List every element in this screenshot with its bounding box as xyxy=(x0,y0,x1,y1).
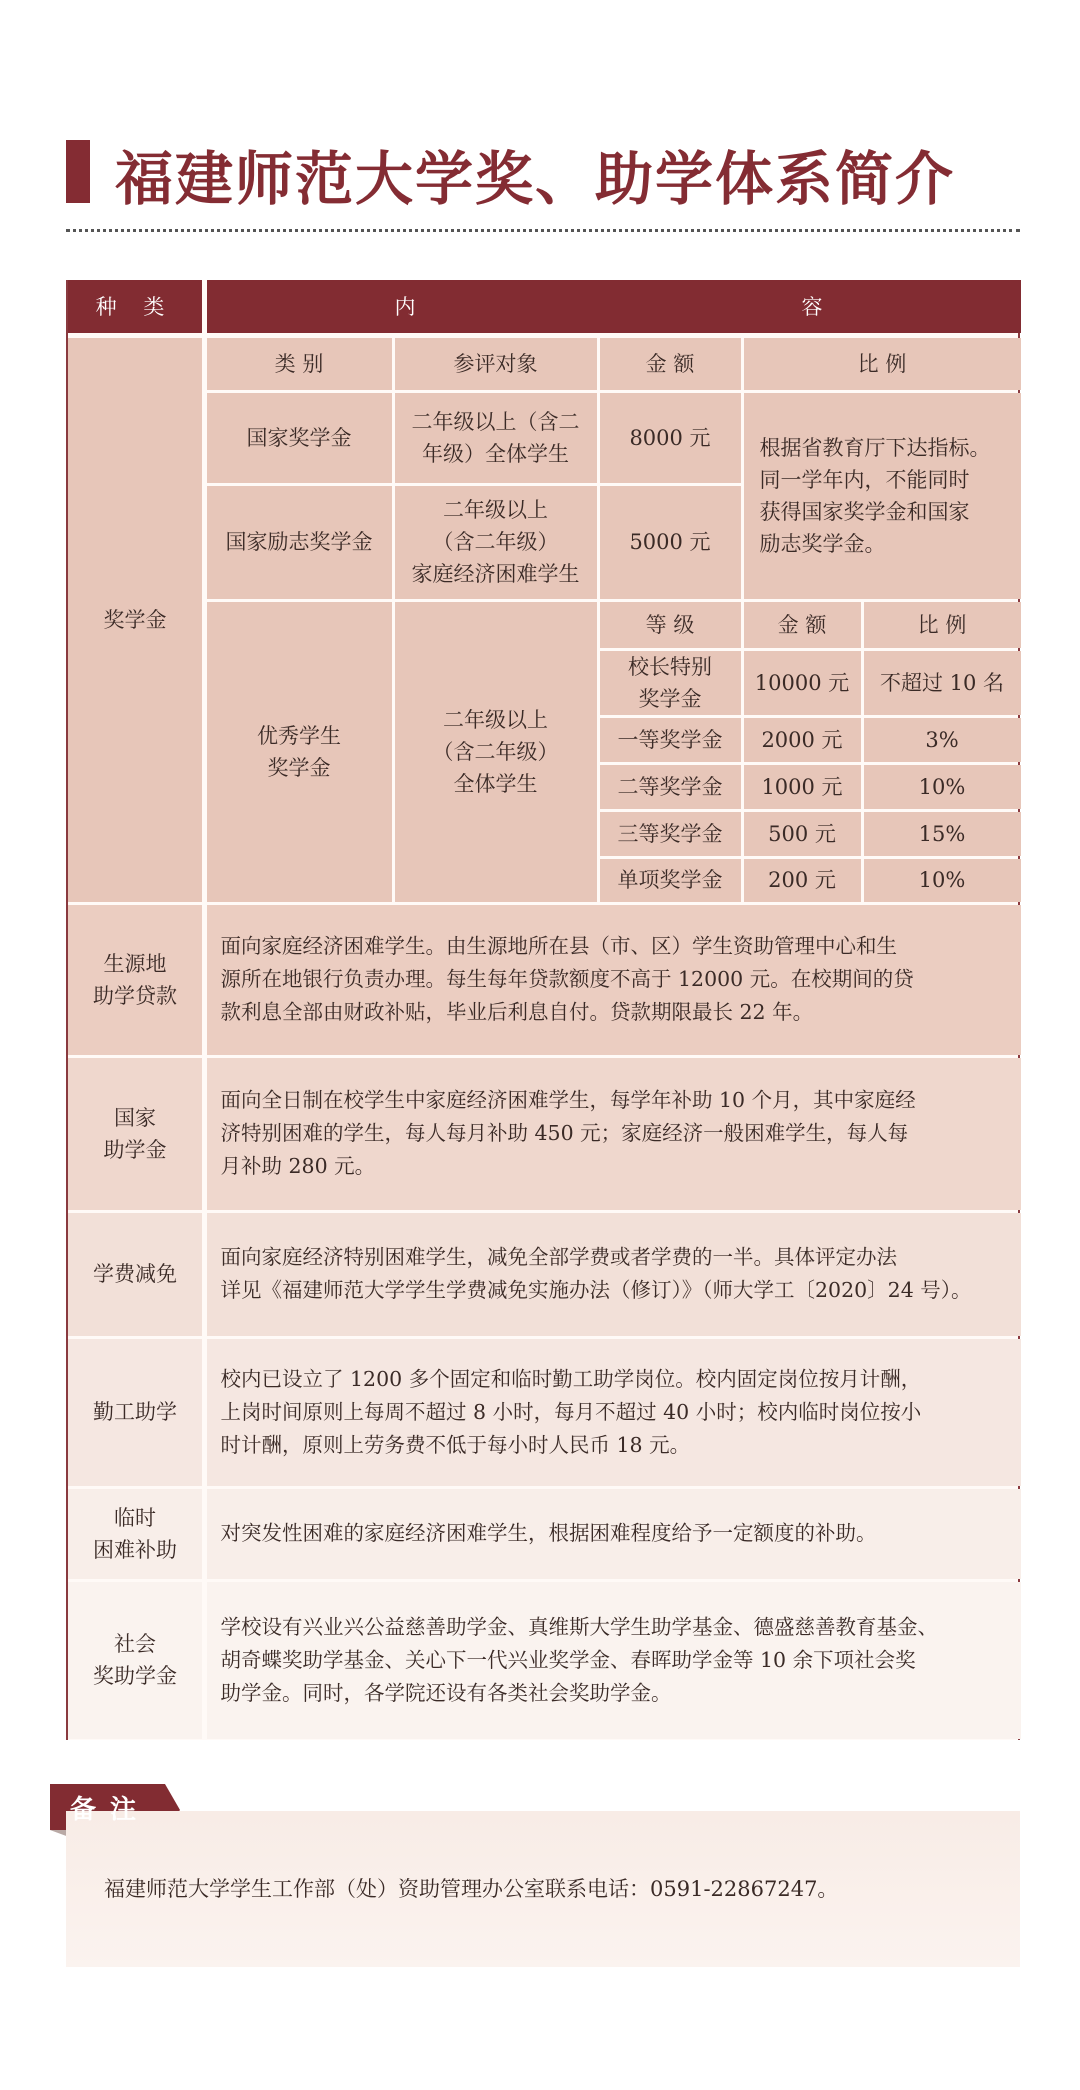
level-row-1-level xyxy=(600,718,741,762)
excellent-scholarship-target xyxy=(395,602,597,902)
level-row-2-ratio xyxy=(864,765,1021,809)
level-row-1-ratio xyxy=(864,718,1021,762)
page-title: 福建师范大学奖、助学体系简介 xyxy=(115,145,956,213)
row-2-label xyxy=(68,1213,202,1336)
row-2-text xyxy=(207,1213,1021,1336)
inspirational-scholarship-target-text: 二年级以上 （含二年级） 家庭经济困难学生 xyxy=(411,498,580,586)
header-category xyxy=(68,280,202,333)
scholarship-label xyxy=(68,338,202,902)
row-0-text-text: 面向家庭经济困难学生。由生源地所在县（市、区）学生资助管理中心和生 源所在地银行负责办理。每生每年贷款额度不高于 12000 元。在校期间的贷 款利息全部由财政补贴，毕业后利息自付。贷款期限最长 22 年。 xyxy=(220,934,914,1024)
level-subheader-level-text: 等 级 xyxy=(645,612,695,637)
subheader-amount-text: 金 额 xyxy=(645,351,695,376)
row-4-text-text: 对突发性困难的家庭经济困难学生，根据困难程度给予一定额度的补助。 xyxy=(220,1521,877,1545)
level-subheader-ratio xyxy=(864,602,1021,648)
subheader-type xyxy=(207,338,392,390)
level-row-0-ratio xyxy=(864,651,1021,715)
level-row-4-amount-text: 200 元 xyxy=(768,868,836,892)
subheader-ratio xyxy=(744,338,1021,390)
national-scholarship-target-text: 二年级以上（含二 年级）全体学生 xyxy=(411,409,580,466)
row-0-text xyxy=(207,905,1021,1055)
level-row-4-ratio-text: 10% xyxy=(918,868,966,892)
row-3-text xyxy=(207,1339,1021,1486)
level-row-4-ratio xyxy=(864,859,1021,902)
national-scholarship-name xyxy=(207,393,392,483)
row-0-label-text: 生源地 助学贷款 xyxy=(93,951,177,1008)
level-row-1-amount-text: 2000 元 xyxy=(761,727,843,752)
row-5-text xyxy=(207,1582,1021,1739)
row-4-label xyxy=(68,1489,202,1579)
level-row-4-amount xyxy=(744,859,861,902)
national-scholarship-target xyxy=(395,393,597,483)
row-5-text-text: 学校设有兴业兴公益慈善助学金、真维斯大学生助学基金、德盛慈善教育基金、 胡奇蝶奖助学基金、关心下一代兴业奖学金、春晖助学金等 10 余下项社会奖 助学金。同时，各学院还设有各类社会奖助学金。 xyxy=(220,1614,938,1705)
national-scholarship-ratio-text: 根据省教育厅下达指标。 同一学年内，不能同时 获得国家奖学金和国家 励志奖学金。 xyxy=(759,435,991,556)
level-row-2-ratio-text: 10% xyxy=(918,774,966,799)
row-1-label xyxy=(68,1058,202,1210)
level-subheader-amount xyxy=(744,602,861,648)
level-row-2-level xyxy=(600,765,741,809)
level-subheader-amount-text: 金 额 xyxy=(777,612,827,637)
excellent-scholarship-name xyxy=(207,602,392,902)
level-row-3-ratio xyxy=(864,812,1021,856)
inspirational-scholarship-amount xyxy=(600,486,741,599)
inspirational-scholarship-name-text: 国家励志奖学金 xyxy=(225,530,373,554)
inspirational-scholarship-amount-text: 5000 元 xyxy=(629,530,711,554)
excellent-scholarship-target-text: 二年级以上 （含二年级） 全体学生 xyxy=(432,707,559,796)
level-row-0-ratio-text: 不超过 10 名 xyxy=(879,670,1005,695)
title-accent-bar xyxy=(66,140,90,203)
row-3-label xyxy=(68,1339,202,1486)
header-content xyxy=(207,280,1021,333)
level-row-2-amount xyxy=(744,765,861,809)
level-row-4-level-text: 单项奖学金 xyxy=(617,868,723,892)
level-row-0-amount xyxy=(744,651,861,715)
subheader-target-text: 参评对象 xyxy=(453,351,538,376)
level-row-0-amount-text: 10000 元 xyxy=(754,670,850,695)
row-3-text-text: 校内已设立了 1200 多个固定和临时勤工助学岗位。校内固定岗位按月计酬， 上岗时间原则上每周不超过 8 小时，每月不超过 40 小时；校内临时岗位按小 时计酬，原则上劳务费不低于每小时人民币 18 元。 xyxy=(220,1366,922,1457)
subheader-amount xyxy=(600,338,741,390)
row-5-label-text: 社会 奖助学金 xyxy=(93,1632,177,1688)
row-2-text-text: 面向家庭经济特别困难学生，减免全部学费或者学费的一半。具体评定办法 详见《福建师范大学学生学费减免实施办法（修订）》（师大学工〔2020〕24 号）。 xyxy=(220,1245,972,1302)
row-2-label-text: 学费减免 xyxy=(93,1262,177,1286)
level-subheader-level xyxy=(600,602,741,648)
level-row-4-level xyxy=(600,859,741,902)
note-text: 福建师范大学学生工作部（处）资助管理办公室联系电话：0591-22867247。 xyxy=(104,1877,839,1901)
row-4-text xyxy=(207,1489,1021,1579)
inspirational-scholarship-name xyxy=(207,486,392,599)
national-scholarship-amount-text: 8000 元 xyxy=(629,425,711,450)
level-row-3-level xyxy=(600,812,741,856)
level-row-3-amount xyxy=(744,812,861,856)
header-category-text: 种 类 xyxy=(95,294,175,319)
row-4-label-text: 临时 困难补助 xyxy=(93,1505,177,1562)
excellent-scholarship-name-text: 优秀学生 奖学金 xyxy=(257,723,341,780)
row-1-text xyxy=(207,1058,1021,1210)
subheader-target xyxy=(395,338,597,390)
inspirational-scholarship-target xyxy=(395,486,597,599)
level-row-3-level-text: 三等奖学金 xyxy=(617,821,723,846)
level-subheader-ratio-text: 比 例 xyxy=(917,612,967,637)
national-scholarship-amount xyxy=(600,393,741,483)
subheader-type-text: 类 别 xyxy=(274,351,324,376)
national-scholarship-name-text: 国家奖学金 xyxy=(246,425,352,450)
level-row-2-amount-text: 1000 元 xyxy=(761,774,843,799)
national-scholarship-ratio xyxy=(744,393,1021,599)
row-1-label-text: 国家 助学金 xyxy=(103,1105,167,1162)
subheader-ratio-text: 比 例 xyxy=(857,351,907,376)
level-row-0-level xyxy=(600,651,741,715)
level-row-3-ratio-text: 15% xyxy=(918,821,966,846)
header-content-left: 内 xyxy=(394,294,426,319)
scholarship-label-text: 奖学金 xyxy=(103,607,167,632)
row-0-label xyxy=(68,905,202,1055)
aid-system-table xyxy=(66,280,1020,1740)
row-5-label xyxy=(68,1582,202,1739)
level-row-0-level-text: 校长特别 奖学金 xyxy=(628,654,712,711)
level-row-1-ratio-text: 3% xyxy=(925,727,959,752)
dotted-divider xyxy=(66,229,1020,232)
row-3-label-text: 勤工助学 xyxy=(93,1400,177,1424)
header-content-right: 容 xyxy=(801,294,833,319)
level-row-2-level-text: 二等奖学金 xyxy=(617,774,723,799)
level-row-1-level-text: 一等奖学金 xyxy=(617,727,723,752)
note-label: 备注 xyxy=(70,1795,151,1825)
level-row-3-amount-text: 500 元 xyxy=(768,821,836,846)
level-row-1-amount xyxy=(744,718,861,762)
row-1-text-text: 面向全日制在校学生中家庭经济困难学生，每学年补助 10 个月，其中家庭经 济特别困难的学生，每人每月补助 450 元；家庭经济一般困难学生，每人每 月补助 280 元。 xyxy=(220,1088,916,1178)
